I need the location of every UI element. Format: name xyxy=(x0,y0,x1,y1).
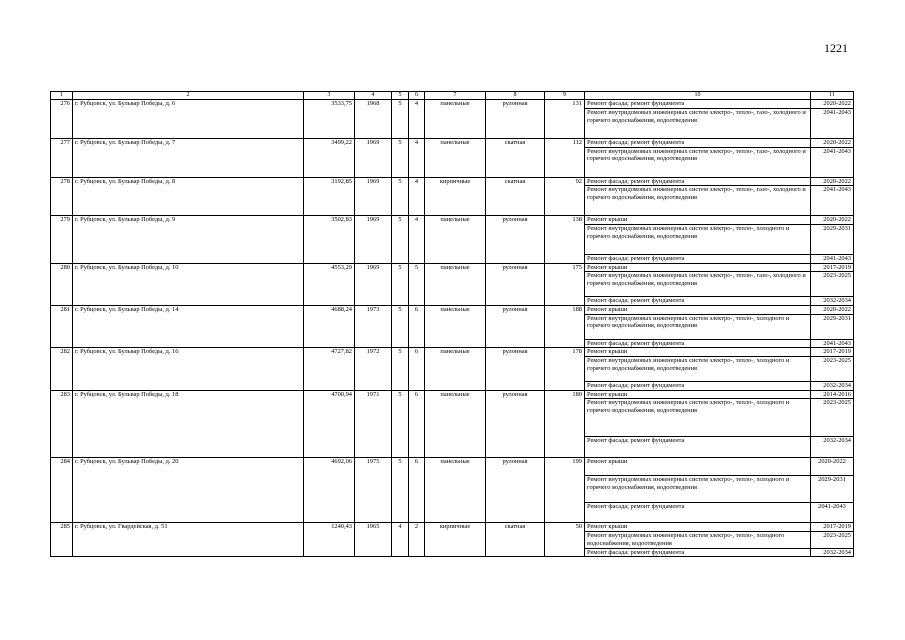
work-name: Ремонт внутридомовых инженерных систем электро-, тепло-, холодного водоснабжения, водоотведения xyxy=(585,532,811,548)
entrances-count: 4 xyxy=(409,100,425,139)
work-period: 2032-2034 xyxy=(811,297,854,306)
work-name: Ремонт фасада; ремонт фундамента xyxy=(585,138,811,147)
house-area: 4688,24 xyxy=(304,306,355,348)
work-name: Ремонт внутридомовых инженерных систем электро-, тепло-, холодного и горячего водоснабжения, водоотведения xyxy=(585,314,811,339)
column-number: 4 xyxy=(355,92,392,100)
row-number: 284 xyxy=(51,458,73,523)
work-period: 2041-2043 xyxy=(811,339,854,348)
work-period: 2020-2022 xyxy=(811,306,854,315)
residents-count: 180 xyxy=(545,390,585,458)
column-number-row xyxy=(51,92,854,100)
house-address: г. Рубцовск, ул. Бульвар Победы, д. 18 xyxy=(73,390,304,458)
residents-count: 92 xyxy=(545,177,585,216)
work-period: 2017-2019 xyxy=(811,263,854,272)
repair-schedule-table xyxy=(50,91,854,557)
column-number: 3 xyxy=(304,92,355,100)
roof-type: скатная xyxy=(486,523,545,557)
wall-material: кирпичные xyxy=(425,523,486,557)
roof-type: рулонная xyxy=(486,390,545,458)
residents-count: 50 xyxy=(545,523,585,557)
wall-material: панельные xyxy=(425,100,486,139)
house-area: 4727,82 xyxy=(304,348,355,390)
work-period: 2017-2019 xyxy=(811,348,854,357)
build-year: 1969 xyxy=(355,138,392,177)
roof-type: рулонная xyxy=(486,348,545,390)
work-name: Ремонт фасада; ремонт фундамента xyxy=(585,177,811,186)
work-period: 2020-2022 xyxy=(811,138,854,147)
row-number: 277 xyxy=(51,138,73,177)
roof-type: рулонная xyxy=(486,100,545,139)
work-period: 2020-2022 xyxy=(811,216,854,225)
residents-count: 138 xyxy=(545,216,585,263)
column-number: 5 xyxy=(392,92,409,100)
house-area: 3533,75 xyxy=(304,100,355,139)
house-address: г. Рубцовск, ул. Бульвар Победы, д. 7 xyxy=(73,138,304,177)
work-name: Ремонт крыши xyxy=(585,263,811,272)
work-name: Ремонт крыши xyxy=(585,458,811,476)
floors-count: 5 xyxy=(392,263,409,305)
floors-count: 4 xyxy=(392,523,409,557)
build-year: 1975 xyxy=(355,458,392,523)
row-number: 276 xyxy=(51,100,73,139)
work-period: 2029-2031 xyxy=(811,476,854,503)
wall-material: панельные xyxy=(425,216,486,263)
entrances-count: 4 xyxy=(409,138,425,177)
floors-count: 5 xyxy=(392,138,409,177)
entrances-count: 5 xyxy=(409,263,425,305)
work-name: Ремонт фасада; ремонт фундамента xyxy=(585,437,811,458)
house-address: г. Рубцовск, ул. Бульвар Победы, д. 10 xyxy=(73,263,304,305)
wall-material: панельные xyxy=(425,138,486,177)
work-period: 2041-2043 xyxy=(811,186,854,216)
work-period: 2023-2025 xyxy=(811,357,854,382)
roof-type: скатная xyxy=(486,138,545,177)
house-area: 3499,22 xyxy=(304,138,355,177)
column-number: 8 xyxy=(486,92,545,100)
build-year: 1973 xyxy=(355,306,392,348)
work-name: Ремонт крыши xyxy=(585,348,811,357)
roof-type: рулонная xyxy=(486,306,545,348)
work-period: 2023-2025 xyxy=(811,532,854,548)
work-name: Ремонт крыши xyxy=(585,523,811,532)
work-period: 2041-2043 xyxy=(811,147,854,177)
table-row xyxy=(51,458,854,476)
residents-count: 175 xyxy=(545,263,585,305)
house-address: г. Рубцовск, ул. Бульвар Победы, д. 14 xyxy=(73,306,304,348)
wall-material: панельные xyxy=(425,306,486,348)
floors-count: 5 xyxy=(392,348,409,390)
work-name: Ремонт внутридомовых инженерных систем электро-, тепло-, холодного и горячего водоснабжения, водоотведения xyxy=(585,357,811,382)
table-row xyxy=(51,523,854,532)
residents-count: 188 xyxy=(545,306,585,348)
work-name: Ремонт фасада; ремонт фундамента xyxy=(585,382,811,391)
page-number: 1221 xyxy=(824,41,848,55)
house-address: г. Рубцовск, ул. Бульвар Победы, д. 16 xyxy=(73,348,304,390)
build-year: 1969 xyxy=(355,216,392,263)
house-address: г. Рубцовск, ул. Бульвар Победы, д. 8 xyxy=(73,177,304,216)
table-row xyxy=(51,216,854,225)
table-row xyxy=(51,177,854,186)
work-period: 2014-2016 xyxy=(811,390,854,399)
house-area: 1240,43 xyxy=(304,523,355,557)
work-name: Ремонт фасада; ремонт фундамента xyxy=(585,297,811,306)
house-address: г. Рубцовск, ул. Бульвар Победы, д. 20 xyxy=(73,458,304,523)
row-number: 281 xyxy=(51,306,73,348)
wall-material: панельные xyxy=(425,348,486,390)
build-year: 1972 xyxy=(355,348,392,390)
work-period: 2023-2025 xyxy=(811,399,854,437)
row-number: 279 xyxy=(51,216,73,263)
work-name: Ремонт фасада; ремонт фундамента xyxy=(585,100,811,109)
house-area: 4692,06 xyxy=(304,458,355,523)
floors-count: 5 xyxy=(392,100,409,139)
work-name: Ремонт внутридомовых инженерных систем электро-, тепло-, газо-, холодного и горячего водоснабжения, водоотведения xyxy=(585,186,811,216)
wall-material: панельные xyxy=(425,263,486,305)
house-area: 3502,83 xyxy=(304,216,355,263)
entrances-count: 4 xyxy=(409,177,425,216)
roof-type: скатная xyxy=(486,177,545,216)
floors-count: 5 xyxy=(392,458,409,523)
house-area: 4700,94 xyxy=(304,390,355,458)
floors-count: 5 xyxy=(392,390,409,458)
residents-count: 112 xyxy=(545,138,585,177)
column-number: 2 xyxy=(73,92,304,100)
residents-count: 131 xyxy=(545,100,585,139)
column-number: 1 xyxy=(51,92,73,100)
work-name: Ремонт крыши xyxy=(585,216,811,225)
table-row xyxy=(51,390,854,399)
work-name: Ремонт внутридомовых инженерных систем электро-, тепло-, холодного и горячего водоснабжения, водоотведения xyxy=(585,224,811,254)
row-number: 278 xyxy=(51,177,73,216)
work-name: Ремонт фасада; ремонт фундамента xyxy=(585,339,811,348)
column-number: 6 xyxy=(409,92,425,100)
table-row xyxy=(51,100,854,109)
work-name: Ремонт внутридомовых инженерных систем электро-, тепло-, газо-, холодного и горячего водоснабжения, водоотведения xyxy=(585,147,811,177)
work-name: Ремонт крыши xyxy=(585,390,811,399)
house-area: 3192,85 xyxy=(304,177,355,216)
house-area: 4553,29 xyxy=(304,263,355,305)
house-address: г. Рубцовск, ул. Бульвар Победы, д. 6 xyxy=(73,100,304,139)
work-name: Ремонт внутридомовых инженерных систем электро-, тепло-, холодного и горячего водоснабжения, водоотведения xyxy=(585,476,811,503)
floors-count: 5 xyxy=(392,177,409,216)
wall-material: панельные xyxy=(425,390,486,458)
entrances-count: 6 xyxy=(409,306,425,348)
entrances-count: 4 xyxy=(409,216,425,263)
table-row xyxy=(51,306,854,315)
table-row xyxy=(51,138,854,147)
column-number: 11 xyxy=(811,92,854,100)
entrances-count: 6 xyxy=(409,390,425,458)
house-address: г. Рубцовск, ул. Бульвар Победы, д. 9 xyxy=(73,216,304,263)
floors-count: 5 xyxy=(392,216,409,263)
build-year: 1969 xyxy=(355,263,392,305)
work-period: 2041-2043 xyxy=(811,108,854,138)
wall-material: панельные xyxy=(425,458,486,523)
column-number: 10 xyxy=(585,92,811,100)
work-period: 2029-2031 xyxy=(811,224,854,254)
column-number: 7 xyxy=(425,92,486,100)
work-period: 2032-2034 xyxy=(811,548,854,557)
build-year: 1965 xyxy=(355,523,392,557)
work-period: 2023-2025 xyxy=(811,272,854,297)
row-number: 283 xyxy=(51,390,73,458)
work-period: 2029-2031 xyxy=(811,314,854,339)
entrances-count: 6 xyxy=(409,458,425,523)
entrances-count: 6 xyxy=(409,348,425,390)
work-period: 2020-2022 xyxy=(811,177,854,186)
work-name: Ремонт фасада; ремонт фундамента xyxy=(585,503,811,523)
row-number: 280 xyxy=(51,263,73,305)
work-name: Ремонт фасада; ремонт фундамента xyxy=(585,254,811,263)
build-year: 1971 xyxy=(355,390,392,458)
residents-count: 199 xyxy=(545,458,585,523)
work-period: 2032-2034 xyxy=(811,437,854,458)
roof-type: рулонная xyxy=(486,458,545,523)
work-period: 2020-2022 xyxy=(811,458,854,476)
row-number: 282 xyxy=(51,348,73,390)
table-row xyxy=(51,263,854,272)
work-name: Ремонт крыши xyxy=(585,306,811,315)
work-period: 2041-2043 xyxy=(811,503,854,523)
work-name: Ремонт внутридомовых инженерных систем электро-, тепло-, газо-, холодного и горячего водоснабжения, водоотведения xyxy=(585,272,811,297)
residents-count: 178 xyxy=(545,348,585,390)
floors-count: 5 xyxy=(392,306,409,348)
work-period: 2032-2034 xyxy=(811,382,854,391)
roof-type: рулонная xyxy=(486,263,545,305)
table-row xyxy=(51,348,854,357)
work-period: 2041-2043 xyxy=(811,254,854,263)
work-period: 2020-2022 xyxy=(811,100,854,109)
entrances-count: 2 xyxy=(409,523,425,557)
build-year: 1968 xyxy=(355,100,392,139)
work-name: Ремонт внутридомовых инженерных систем электро-, тепло-, холодного и горячего водоснабжения, водоотведения xyxy=(585,399,811,437)
work-period: 2017-2019 xyxy=(811,523,854,532)
column-number: 9 xyxy=(545,92,585,100)
work-name: Ремонт фасада; ремонт фундамента xyxy=(585,548,811,557)
wall-material: кирпичные xyxy=(425,177,486,216)
build-year: 1969 xyxy=(355,177,392,216)
row-number: 285 xyxy=(51,523,73,557)
roof-type: рулонная xyxy=(486,216,545,263)
work-name: Ремонт внутридомовых инженерных систем электро-, тепло-, газо-, холодного и горячего водоснабжения, водоотведения xyxy=(585,108,811,138)
house-address: г. Рубцовск, ул. Гвардейская, д. 51 xyxy=(73,523,304,557)
